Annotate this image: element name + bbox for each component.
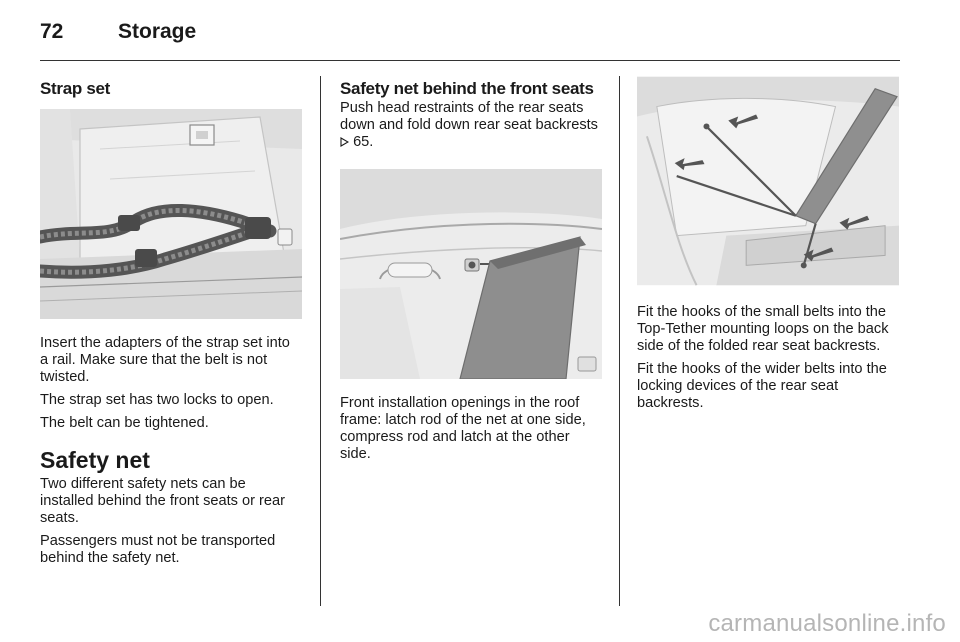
column-3 (637, 76, 901, 412)
front-seats-heading: Safety net behind the front seats (340, 79, 594, 98)
page-header (40, 18, 900, 60)
watermark: carmanualsonline.info (708, 610, 946, 637)
roof-frame-illustration (340, 169, 602, 379)
strap-set-heading: Strap set (40, 79, 111, 98)
section-title: Storage (118, 20, 197, 43)
strap-set-text-1: Insert the adapters of the strap set into a rail. Make sure that the belt is not twisted. (40, 335, 290, 385)
header-rule (40, 60, 900, 61)
safety-net-heading: Safety net (40, 447, 150, 473)
front-seats-text-1 (340, 100, 602, 151)
page-reference[interactable]: 65. (353, 134, 374, 150)
strap-set-text-2: The strap set has two locks to open. (40, 392, 274, 408)
wider-belts-text: Fit the hooks of the wider belts into the locking devices of the rear seat backrests. (637, 361, 887, 411)
small-belts-text: Fit the hooks of the small belts into the Top-Tether mounting loops on the back side of the folded rear seat backrests. (637, 304, 889, 354)
safety-net-text-1: Two different safety nets can be installed behind the front seats or rear seats. (40, 476, 285, 526)
strap-set-text-3: The belt can be tightened. (40, 415, 209, 431)
safety-net-text-2: Passengers must not be transported behind the safety net. (40, 533, 276, 566)
page-reference-icon (340, 137, 349, 147)
roof-frame-text: Front installation openings in the roof frame: latch rod of the net at one side, compress rod and latch at the other side. (340, 395, 586, 462)
column-divider (320, 76, 321, 606)
column-2 (340, 76, 602, 463)
column-1 (40, 76, 302, 567)
net-hooks-illustration (637, 76, 899, 286)
strap-set-illustration (40, 109, 302, 319)
column-divider (619, 76, 620, 606)
front-seats-text-1-body: Push head restraints of the rear seats down and fold down rear seat backrests (340, 100, 598, 133)
page-number: 72 (40, 20, 64, 43)
